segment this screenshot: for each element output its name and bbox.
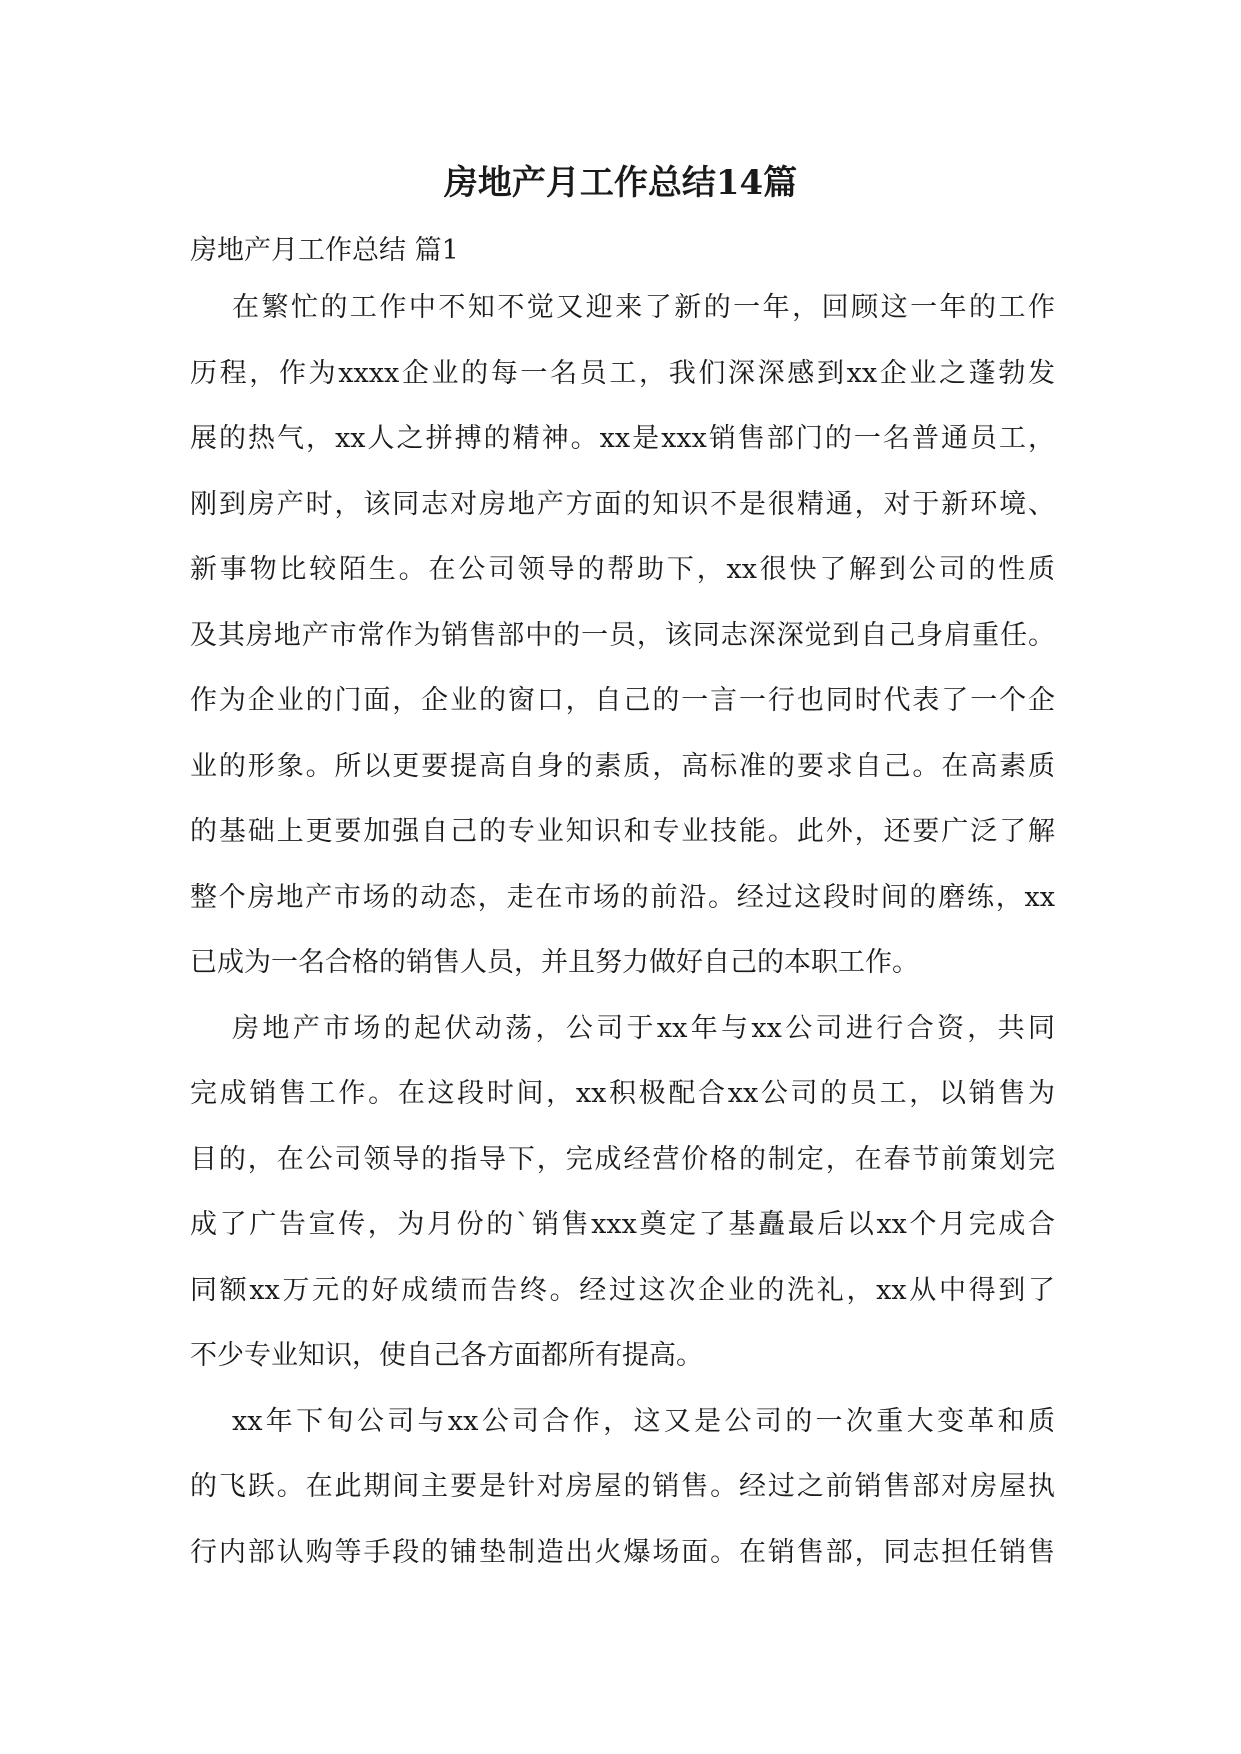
text-line: xx年下旬公司与xx公司合作，这又是公司的一次重大变革和质 (232, 1405, 1055, 1437)
text-line: 同额xx万元的好成绩而告终。经过这次企业的洗礼，xx从中得到了 (190, 1274, 1055, 1306)
text-line: 成了广告宣传，为月份的`销售xxx奠定了基矗最后以xx个月完成合 (190, 1209, 1055, 1240)
text-line: 业的形象。所以更要提高自身的素质，高标准的要求自己。在高素质 (190, 750, 1055, 782)
text-line: 的飞跃。在此期间主要是针对房屋的销售。经过之前销售部对房屋执 (190, 1471, 1055, 1502)
text-line: 新事物比较陌生。在公司领导的帮助下，xx很快了解到公司的性质 (190, 554, 1055, 585)
text-line: 的基础上更要加强自己的专业知识和专业技能。此外，还要广泛了解 (190, 816, 1055, 847)
text-line: 作为企业的门面，企业的窗口，自己的一言一行也同时代表了一个企 (190, 685, 1055, 716)
text-line: 行内部认购等手段的铺垫制造出火爆场面。在销售部，同志担任销售 (190, 1536, 1055, 1568)
text-line: 目的，在公司领导的指导下，完成经营价格的制定，在春节前策划完 (190, 1143, 1055, 1175)
text-line: 已成为一名合格的销售人员，并且努力做好自己的本职工作。 (190, 947, 919, 978)
document-subtitle: 房地产月工作总结 篇1 (190, 235, 459, 266)
text-line: 完成销售工作。在这段时间，xx积极配合xx公司的员工，以销售为 (190, 1078, 1055, 1109)
document-title: 房地产月工作总结14篇 (443, 163, 798, 203)
text-line: 历程，作为xxxx企业的每一名员工，我们深深感到xx企业之蓬勃发 (190, 357, 1055, 389)
document-body (190, 285, 1055, 1595)
text-line: 不少专业知识，使自己各方面都所有提高。 (190, 1340, 703, 1371)
text-line: 及其房地产市常作为销售部中的一员，该同志深深觉到自己身肩重任。 (190, 619, 1055, 651)
text-line: 在繁忙的工作中不知不觉又迎来了新的一年，回顾这一年的工作 (232, 292, 1055, 323)
text-line: 展的热气，xx人之拼搏的精神。xx是xxx销售部门的一名普通员工， (190, 423, 1055, 454)
text-line: 整个房地产市场的动态，走在市场的前沿。经过这段时间的磨练，xx (190, 881, 1055, 913)
text-line: 刚到房产时，该同志对房地产方面的知识不是很精通，对于新环境、 (190, 488, 1055, 520)
text-line: 房地产市场的起伏动荡，公司于xx年与xx公司进行合资，共同 (232, 1012, 1055, 1044)
